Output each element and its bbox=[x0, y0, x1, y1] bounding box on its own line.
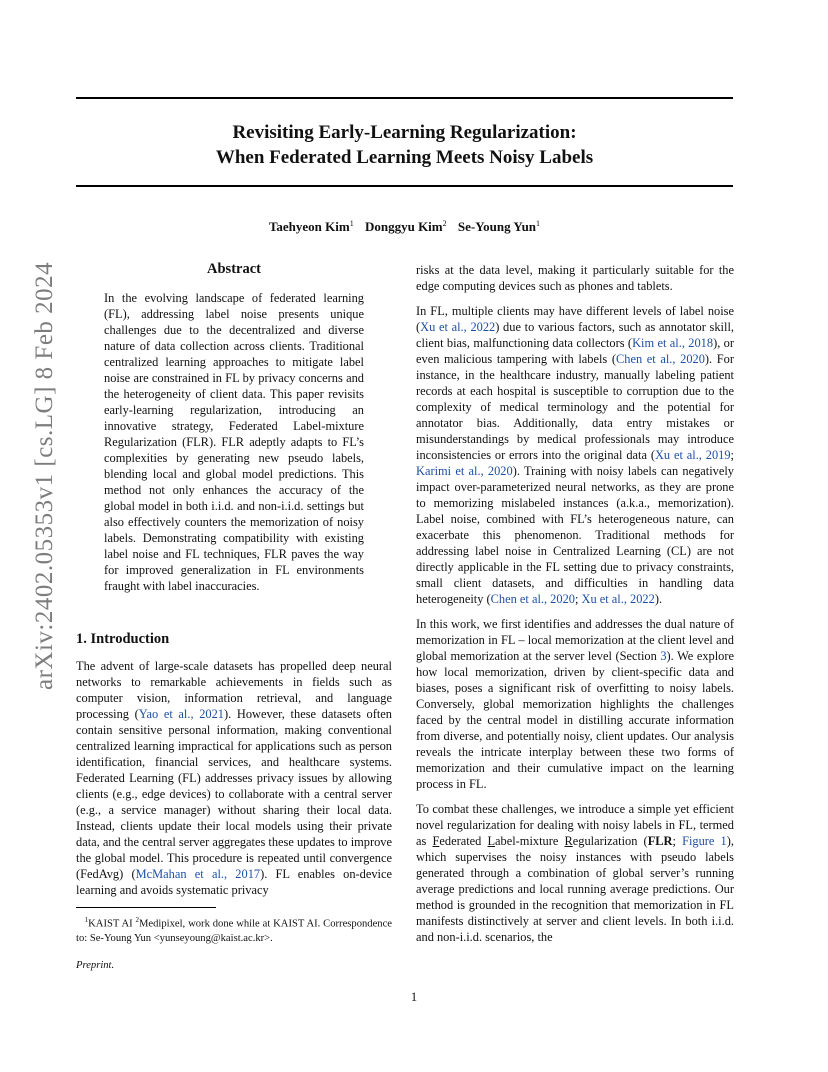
citation-link[interactable]: Xu et al., 2019 bbox=[654, 448, 731, 462]
author-list bbox=[76, 215, 733, 236]
title-line-2: When Federated Learning Meets Noisy Labels bbox=[215, 147, 594, 168]
left-column bbox=[76, 258, 392, 974]
author-name: Taehyeon Kim bbox=[268, 219, 350, 234]
affiliation-footnote: $^1$KAIST AI $^2$Medipixel, work done while at KAIST AI. Correspondence to: Se-Young Yun <yunseyoung@kaist.ac.kr>. bbox=[76, 916, 392, 944]
arxiv-stamp: arXiv:2402.05353v1 [cs.LG] 8 Feb 2024 bbox=[31, 261, 58, 690]
citation-link[interactable]: Chen et al., 2020 bbox=[490, 592, 575, 606]
author-affiliation: 1 bbox=[349, 219, 354, 228]
body-paragraph: To combat these challenges, we introduce a simple yet efficient novel regularization for dealing with noisy labels in FL, termed as Federated Label-mixture Regularization (FLR; Figure 1), which supervises the noisy instances with pseudo labels generated through a combination of global server’s running average predictions and local running average predictions. Our method is grounded in the recognition that memorization in FL manifests distinctively at server and client levels. In both i.i.d. and non-i.i.d. scenarios, the bbox=[416, 802, 734, 944]
author-affiliation: 1 bbox=[536, 219, 541, 228]
citation-link[interactable]: Yao et al., 2021 bbox=[138, 707, 225, 721]
section-heading-introduction: 1. Introduction bbox=[76, 631, 170, 647]
method-abbreviation: FLR bbox=[647, 834, 673, 848]
intro-paragraph: The advent of large-scale datasets has propelled deep neural networks to remarkable achievements in fields such as computer vision, information retrieval, and language processing (Yao et al., 2021). However, these datasets often contain sensitive personal information, making conventional centralized learning impractical for applications such as person identification, financial services, and healthcare systems. Federated Learning (FL) addresses privacy issues by allowing clients (e.g., edge devices) to collaborate with a central server (e.g., a service manager) without sharing their local data. Instead, clients update their local models using their private data, and the central server aggregates these updates to improve the global model. This procedure is repeated until convergence (FedAvg) (McMahan et al., 2017). FL enables on-device learning and avoids systematic privacy bbox=[76, 659, 393, 897]
abstract-text: In the evolving landscape of federated learning (FL), addressing label noise presents unique challenges due to the decentralized and diverse nature of data collection across clients. Traditional centralized learning approaches to mitigate label noise are constrained in FL by privacy concerns and the heterogeneity of client data. This paper revisits early-learning regularization, introducing an innovative strategy, Federated Label-mixture Regularization (FLR). FLR adeptly adapts to FL’s complexities by generating new pseudo labels, blending local and global model predictions. This method not only enhances the accuracy of the global model in both i.i.d. and non-i.i.d. settings but also effectively counters the memorization of noisy labels. Demonstrating compatibility with existing label noise and FL techniques, FLR paves the way for improved generalization in FL environments fraught with label inaccuracies. bbox=[104, 291, 364, 593]
title-rule-bottom bbox=[76, 185, 733, 187]
citation-link[interactable]: Xu et al., 2022 bbox=[581, 592, 655, 606]
citation-link[interactable]: Kim et al., 2018 bbox=[632, 336, 714, 350]
citation-link[interactable]: Xu et al., 2022 bbox=[420, 320, 496, 334]
footnote-rule bbox=[76, 907, 216, 908]
paper-title bbox=[76, 120, 733, 170]
author-name: Se-Young Yun bbox=[457, 219, 537, 234]
body-paragraph: In this work, we first identifies and addresses the dual nature of memorization in FL – local memorization at the client level and global memorization at the server level (Section 3). We explore how local memorization, driven by client-specific data and biases, poses a significant risk of overfitting to noisy labels. Conversely, global memorization highlights the challenges faced by the central model in distilling accurate information from diverse, and potentially noisy, client updates. Our analysis reveals the intricate interplay between these two forms of memorization and their cumulative impact on the learning process in FL. bbox=[416, 617, 734, 791]
citation-link[interactable]: Chen et al., 2020 bbox=[616, 352, 705, 366]
section-ref-link[interactable]: 3 bbox=[660, 649, 667, 663]
citation-link[interactable]: McMahan et al., 2017 bbox=[135, 867, 261, 881]
body-paragraph: In FL, multiple clients may have different levels of label noise (Xu et al., 2022) due to various factors, such as annotator skill, client bias, malfunctioning data collectors (Kim et al., 2018), or even malicious tampering with labels (Chen et al., 2020). For instance, in the healthcare industry, manually labeling patient records at each hospital is susceptible to corruption due to the complexity of medical terminology and the potential for annotator bias. Additionally, data entry mistakes or misunderstandings by medical professionals may introduce inconsistencies or errors into the original data (Xu et al., 2019; Karimi et al., 2020). Training with noisy labels can negatively impact over-parameterized neural networks, as they are prone to memorizing mislabeled instances (a.k.a., memorization). Label noise, combined with FL’s heterogeneous nature, can exacerbate this phenomenon. Traditional methods for addressing label noise in Centralized Learning (CL) are not directly applicable in the FL setting due to privacy constraints, small client datasets, and difficulties in handling data heterogeneity (Chen et al., 2020; Xu et al., 2022). bbox=[416, 304, 734, 606]
author-name: Donggyu Kim bbox=[364, 219, 443, 234]
title-line-1: Revisiting Early-Learning Regularization: bbox=[232, 122, 577, 143]
title-rule-top bbox=[76, 97, 733, 99]
abstract-heading: Abstract bbox=[207, 261, 261, 277]
preprint-note: Preprint. bbox=[76, 959, 115, 971]
citation-link[interactable]: Karimi et al., 2020 bbox=[416, 464, 513, 478]
figure-ref-link[interactable]: Figure 1 bbox=[682, 834, 727, 848]
body-paragraph: risks at the data level, making it particularly suitable for the edge computing devices such as phones and tablets. bbox=[416, 263, 734, 293]
author-affiliation: 2 bbox=[442, 219, 447, 228]
page-number: 1 bbox=[410, 990, 418, 1004]
right-column bbox=[416, 262, 734, 954]
